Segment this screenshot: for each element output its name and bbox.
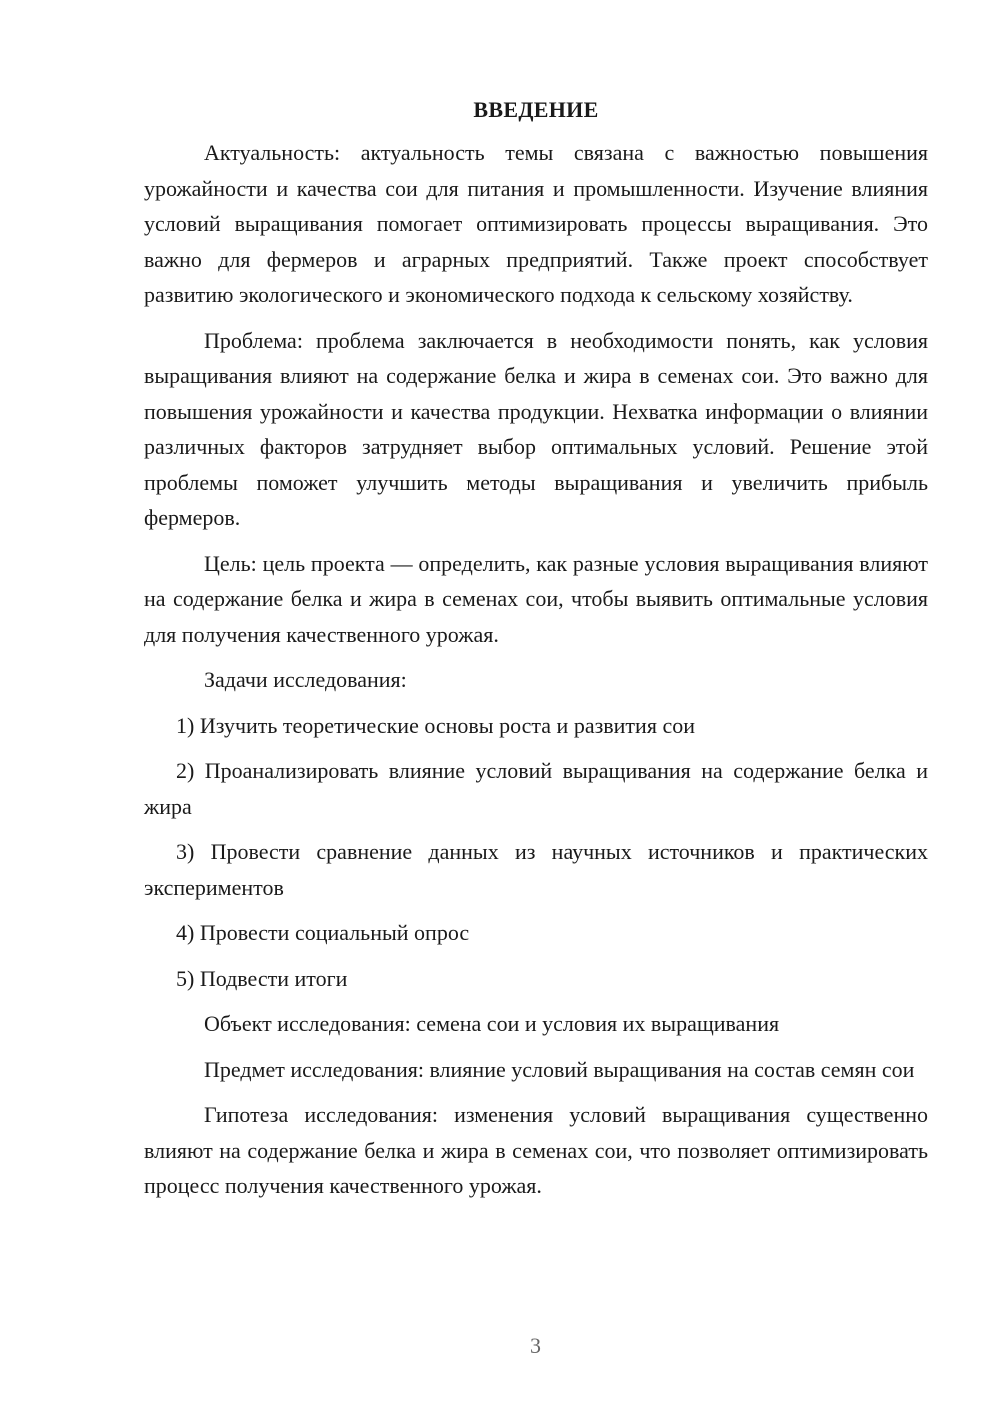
paragraph-relevance: Актуальность: актуальность темы связана с важностью повышения урожайности и качества сои для питания и промышленности. Изучение влияния условий выращивания помогает оптимизировать процессы выращивания. Это важно для фермеров и аграрных предприятий. Также проект способствует развитию экологического и экономического подхода к сельскому хозяйству. — [144, 140, 928, 307]
paragraph-subject: Предмет исследования: влияние условий выращивания на состав семян сои — [204, 1056, 915, 1082]
page-number: 3 — [530, 1333, 541, 1358]
paragraph-problem: Проблема: проблема заключается в необходимости понять, как условия выращивания влияют на содержание белка и жира в семенах сои. Это важно для повышения урожайности и качества продукции. Нехватка информации о влиянии различных факторов затрудняет выбор оптимальных условий. Решение этой проблемы поможет улучшить методы выращивания и увеличить прибыль фермеров. — [144, 327, 928, 530]
task-item-2: 2) Проанализировать влияние условий выращивания на содержание белка и жира — [144, 758, 928, 819]
task-item-3: 3) Провести сравнение данных из научных источников и практических экспериментов — [144, 839, 928, 900]
paragraph-hypothesis: Гипотеза исследования: изменения условий выращивания существенно влияют на содержание белка и жира в семенах сои, что позволяет оптимизировать процесс получения качественного урожая. — [144, 1102, 928, 1198]
paragraph-object: Объект исследования: семена сои и условия их выращивания — [204, 1011, 780, 1036]
task-item-5: 5) Подвести итоги — [176, 965, 348, 991]
page-title: ВВЕДЕНИЕ — [473, 97, 599, 122]
task-item-1: 1) Изучить теоретические основы роста и развития сои — [176, 712, 695, 738]
task-item-4: 4) Провести социальный опрос — [176, 920, 470, 945]
tasks-heading: Задачи исследования: — [204, 667, 407, 692]
document-page — [144, 94, 928, 1214]
paragraph-goal: Цель: цель проекта — определить, как разные условия выращивания влияют на содержание белка и жира в семенах сои, чтобы выявить оптимальные условия для получения качественного урожая. — [144, 550, 928, 647]
